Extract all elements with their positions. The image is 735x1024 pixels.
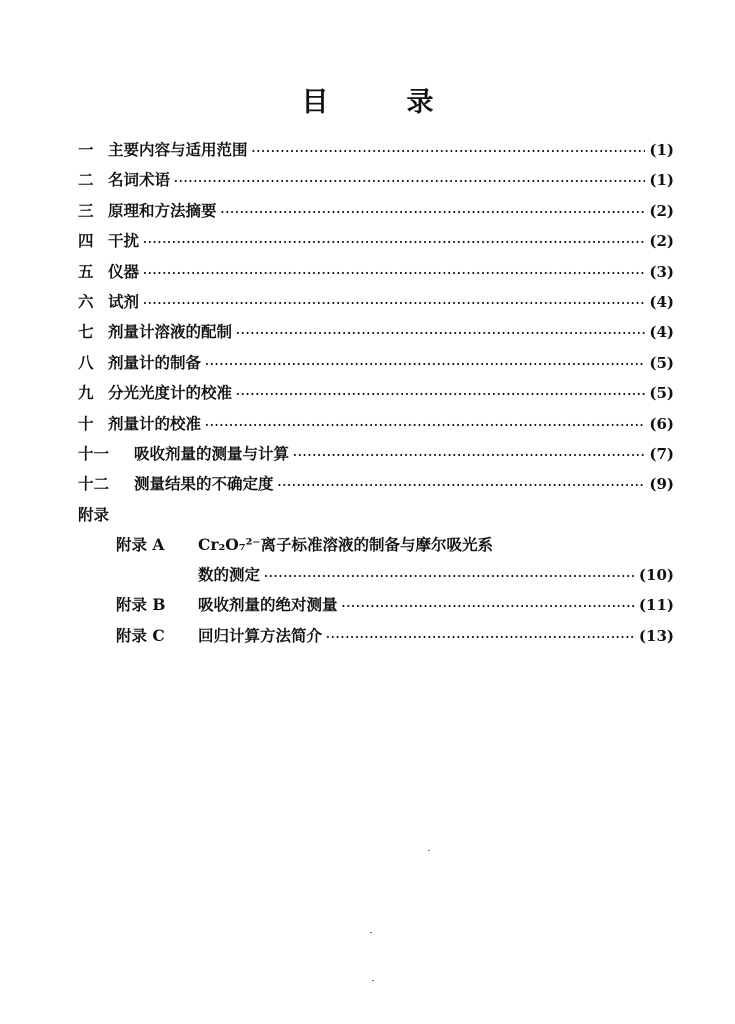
toc-entry (78, 229, 674, 259)
toc-number: 三 (78, 200, 94, 220)
dot-leader (342, 600, 635, 613)
toc-number: 五 (78, 261, 94, 281)
toc-number: 十二 (78, 474, 110, 494)
toc-label: 试剂 (108, 291, 140, 311)
toc-page: (5) (649, 384, 674, 403)
toc-page: (4) (649, 323, 674, 342)
page-title (0, 80, 735, 119)
appendix-id: 附录 C (116, 625, 165, 645)
toc-page: (5) (649, 353, 674, 372)
toc-number: 一 (78, 140, 94, 159)
toc-page: (9) (649, 475, 674, 494)
scan-speck (372, 980, 374, 981)
toc-label: 名词术语 (108, 170, 171, 190)
appendix-label-continued: 数的测定 (198, 565, 261, 585)
toc-label: 吸收剂量的测量与计算 (134, 443, 290, 463)
dot-leader (278, 479, 646, 492)
toc-entry (78, 199, 674, 229)
toc-number: 十 (78, 413, 94, 433)
toc-entry (78, 260, 674, 290)
appendix-entry-a (78, 533, 674, 563)
dot-leader (143, 267, 645, 280)
toc-number: 六 (78, 291, 94, 311)
toc-page: (6) (649, 414, 674, 433)
appendix-id: 附录 A (116, 534, 165, 554)
appendix-label: 吸收剂量的绝对测量 (198, 595, 338, 615)
toc-number: 九 (78, 383, 94, 403)
toc-number: 四 (78, 231, 94, 251)
toc-entry (78, 412, 674, 442)
toc-entry (78, 290, 674, 320)
toc-entry (78, 442, 674, 472)
toc-label: 剂量计的制备 (108, 352, 202, 372)
toc-page: (1) (649, 141, 674, 159)
toc-entry (78, 351, 674, 381)
appendix-entry-c (78, 624, 674, 654)
toc-label: 干扰 (108, 231, 140, 251)
table-of-contents (78, 138, 674, 654)
appendix-label: Cr₂O₇²⁻离子标准溶液的制备与摩尔吸光系 (198, 534, 494, 554)
dot-leader (143, 236, 645, 249)
toc-page: (10) (638, 566, 674, 585)
toc-page: (1) (649, 171, 674, 190)
toc-entry (78, 138, 674, 168)
toc-entry (78, 168, 674, 198)
toc-page: (2) (649, 201, 674, 220)
toc-page: (7) (649, 444, 674, 463)
toc-page: (13) (638, 626, 674, 645)
dot-leader (252, 145, 646, 158)
toc-number: 七 (78, 322, 94, 342)
dot-leader (326, 631, 635, 644)
toc-number: 八 (78, 352, 94, 372)
appendix-entry-a-continued (198, 563, 674, 593)
appendix-label: 回归计算方法简介 (198, 625, 323, 645)
toc-page: (4) (649, 292, 674, 311)
title-char-1: 目 (301, 87, 329, 118)
toc-label: 仪器 (108, 261, 140, 281)
toc-page: (3) (649, 262, 674, 281)
scan-speck (428, 850, 430, 851)
title-char-2: 录 (406, 87, 434, 118)
toc-number: 二 (78, 170, 94, 190)
dot-leader (236, 327, 645, 340)
dot-leader (293, 449, 645, 462)
toc-label: 剂量计溶液的配制 (108, 322, 233, 342)
dot-leader (174, 175, 645, 188)
toc-label: 分光光度计的校准 (108, 383, 233, 403)
toc-label: 测量结果的不确定度 (134, 474, 274, 494)
dot-leader (205, 419, 645, 432)
toc-page: (2) (649, 232, 674, 251)
toc-number: 十一 (78, 443, 110, 463)
toc-entry (78, 472, 674, 502)
appendix-heading: 附录 (78, 504, 110, 524)
appendix-entry-b (78, 593, 674, 623)
toc-label: 主要内容与适用范围 (108, 140, 248, 159)
toc-label: 原理和方法摘要 (108, 200, 217, 220)
dot-leader (221, 206, 646, 219)
dot-leader (264, 570, 635, 583)
toc-page: (11) (638, 596, 674, 615)
scan-speck (370, 932, 372, 933)
appendix-id: 附录 B (116, 595, 166, 615)
toc-entry (78, 381, 674, 411)
dot-leader (205, 358, 645, 371)
toc-entry (78, 320, 674, 350)
dot-leader (143, 297, 645, 310)
toc-label: 剂量计的校准 (108, 413, 202, 433)
dot-leader (236, 388, 645, 401)
